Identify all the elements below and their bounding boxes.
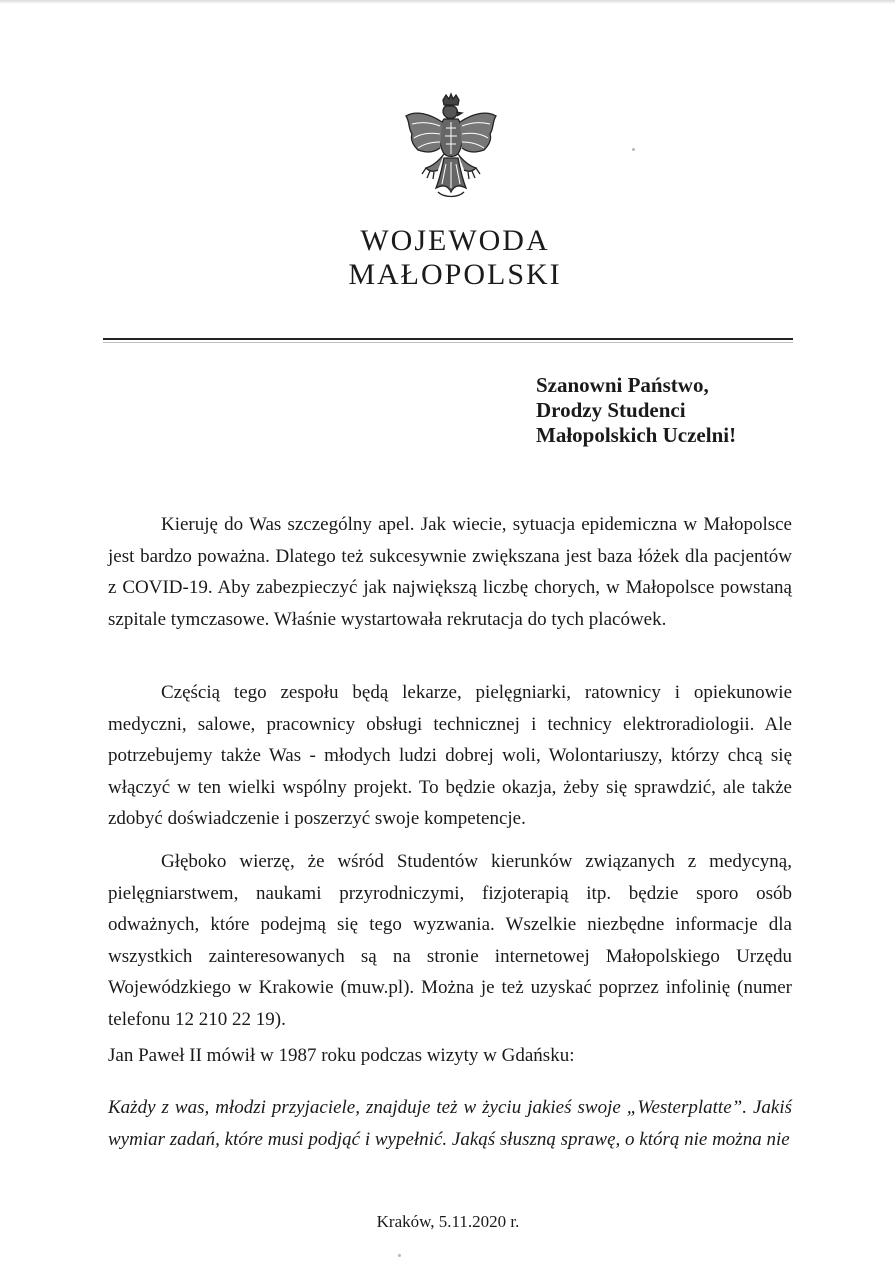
header-divider-shadow xyxy=(103,342,793,343)
salutation xyxy=(536,373,736,448)
scan-speck xyxy=(632,148,635,151)
salutation-line2: Drodzy Studenci xyxy=(536,398,686,422)
header-divider xyxy=(103,338,793,340)
office-title-line1: WOJEWODA xyxy=(360,224,550,257)
paragraph-2: Częścią tego zespołu będą lekarze, pielęgniarki, ratownicy i opiekunowie medyczni, salowe, pracownicy obsługi technicznej i technicy elektroradiologii. Ale potrzebujemy także Was - młodych ludzi dobrej woli, Wolontariuszy, którzy chcą się włączyć w ten wielki wspólny projekt. To będzie okazja, żeby się sprawdzić, ale także zdobyć doświadczenie i poszerzyć swoje kompetencje. xyxy=(108,682,792,829)
quote: Każdy z was, młodzi przyjaciele, znajduje też w życiu jakieś swoje „Westerplatte”. Jakiś wymiar zadań, które musi podjąć i wypełnić. Jakąś słuszną sprawę, o którą nie można nie xyxy=(108,1097,792,1150)
paragraph-4: Jan Paweł II mówił w 1987 roku podczas wizyty w Gdańsku: xyxy=(108,1045,575,1066)
scan-speck xyxy=(398,1254,401,1257)
place-date: Kraków, 5.11.2020 r. xyxy=(376,1212,520,1231)
salutation-line3: Małopolskich Uczelni! xyxy=(536,423,737,447)
salutation-line1: Szanowni Państwo, xyxy=(536,373,709,397)
polish-eagle-emblem-icon xyxy=(396,92,506,202)
paragraph-3: Głęboko wierzę, że wśród Studentów kierunków związanych z medycyną, pielęgniarstwem, naukami przyrodniczymi, fizjoterapią itp. będzie sporo osób odważnych, które podejmą się tego wyzwania. Wszelkie niezbędne informacje dla wszystkich zainteresowanych są na stronie internetowej Małopolskiego Urzędu Wojewódzkiego w Krakowie (muw.pl). Można je też uzyskać poprzez infolinię (numer telefonu 12 210 22 19). xyxy=(108,851,792,1030)
office-title-line2: MAŁOPOLSKI xyxy=(348,258,562,291)
scan-edge xyxy=(0,0,895,4)
paragraph-1: Kieruję do Was szczególny apel. Jak wiecie, sytuacja epidemiczna w Małopolsce jest bardzo poważna. Dlatego też sukcesywnie zwiększana jest baza łóżek dla pacjentów z COVID-19. Aby zabezpieczyć jak największą liczbę chorych, w Małopolsce powstaną szpitale tymczasowe. Właśnie wystartowała rekrutacja do tych placówek. xyxy=(108,514,792,630)
